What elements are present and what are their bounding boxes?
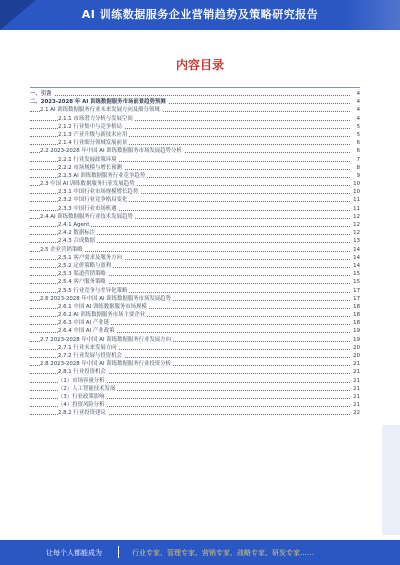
- toc-entry-label: 二、2023-2028 年 AI 训练数据服务市场前景趋势预测: [30, 99, 166, 106]
- toc-entry-page: 5: [350, 131, 360, 139]
- toc-entry-page: 13: [350, 237, 360, 245]
- toc-entry-page: 9: [350, 172, 360, 180]
- toc-entry-page: 10: [350, 188, 360, 196]
- toc-entry-page: 21: [350, 385, 360, 393]
- toc-entry-page: 18: [350, 319, 360, 327]
- table-of-contents: [30, 90, 360, 525]
- toc-entry-page: 18: [350, 311, 360, 319]
- toc-entry-label: 2.5.5 行业竞争与差异化策略: [58, 287, 128, 294]
- toc-entry-label: 2.8.1 行业投资机会: [58, 369, 106, 376]
- report-title: AI 训练数据服务企业营销趋势及策略研究报告: [81, 8, 319, 21]
- toc-entry-label: 2.7 2023-2028 年中国 AI 训练数据服务行业发展方向: [40, 336, 171, 343]
- toc-entry-label: 2.7.2 行业发展与投资机会: [58, 353, 122, 359]
- toc-entry-page: 11: [350, 196, 360, 204]
- toc-entry-page: 6: [350, 139, 360, 147]
- toc-entry-page: 10: [350, 180, 360, 188]
- footer-banner: [0, 540, 400, 565]
- toc-entry[interactable]: [30, 311, 360, 319]
- toc-entry-label: 2.3 中国 AI 训练数据服务行业发展趋势: [40, 181, 135, 188]
- toc-entry-page: 21: [350, 401, 360, 409]
- toc-entry[interactable]: [30, 131, 360, 139]
- toc-entry[interactable]: [30, 237, 360, 245]
- toc-entry-label: 2.5.1 客户需求及服务方向: [58, 254, 122, 261]
- toc-entry-label: 2.8.2 行业投资建议: [58, 410, 106, 417]
- toc-entry-page: 14: [350, 246, 360, 254]
- toc-entry-label: 2.3.3 中国行业市场机遇: [58, 205, 117, 212]
- toc-entry-page: 21: [350, 360, 360, 368]
- toc-entry-page: 4: [350, 115, 360, 123]
- toc-entry-page: 20: [350, 344, 360, 352]
- toc-entry-page: 22: [350, 409, 360, 417]
- toc-entry-label: 2.4.1 Agent: [58, 222, 90, 228]
- toc-entry[interactable]: [30, 377, 360, 385]
- toc-entry[interactable]: [30, 213, 360, 221]
- toc-entry[interactable]: [30, 262, 360, 270]
- toc-entry[interactable]: [30, 327, 360, 335]
- footer-separator: [118, 546, 119, 558]
- toc-entry-page: 12: [350, 229, 360, 237]
- toc-entry-page: 4: [350, 98, 360, 106]
- toc-entry-label: 2.8 2023-2028 年中国 AI 训练数据服务行业投资分析: [40, 361, 171, 368]
- toc-entry-label: 2.2.1 行业发展政策环境: [58, 156, 117, 163]
- toc-entry-label: 2.3.2 中国行业竞争格局变化: [58, 197, 128, 204]
- toc-entry-page: 14: [350, 254, 360, 262]
- toc-entry-page: 15: [350, 278, 360, 286]
- toc-entry-label: 2.1.3 产业升级与新技术应用: [58, 131, 128, 138]
- toc-entry-page: 18: [350, 303, 360, 311]
- toc-entry-label: 2.6.3 中国 AI 产业链: [58, 320, 110, 327]
- toc-entry-label: 2.6.1 中国 AI 训练数据服务市场规模: [58, 303, 147, 310]
- toc-entry-label: 2.1.4 行业细分领域发展前景: [58, 140, 128, 147]
- header-banner: [0, 0, 400, 30]
- toc-entry-label: 2.5.4 客户服务策略: [58, 279, 106, 286]
- toc-entry[interactable]: [30, 205, 360, 213]
- toc-entry-page: 7: [350, 156, 360, 164]
- toc-entry-label: 2.6.4 中国 AI 产业政策: [58, 328, 115, 335]
- toc-entry-label: 2.1.1 市场潜力分析与发展空间: [58, 115, 133, 122]
- toc-entry-page: 12: [350, 213, 360, 221]
- toc-entry[interactable]: [30, 139, 360, 147]
- toc-entry[interactable]: [30, 344, 360, 352]
- toc-entry-label: 2.2.3 AI 训练数据服务行业竞争趋势: [58, 172, 146, 179]
- toc-entry[interactable]: [30, 115, 360, 123]
- toc-entry-label: （2）人工智能技术发展: [58, 385, 116, 392]
- toc-entry[interactable]: [30, 156, 360, 164]
- toc-entry-label: 2.4.3 合成数据: [58, 238, 95, 245]
- toc-entry-label: 2.6.2 AI 训练数据服务市场主要企业: [58, 312, 146, 319]
- toc-entry-page: 4: [350, 90, 360, 98]
- toc-entry-label: 2.6 2023-2028 年中国 AI 训练数据服务市场发展趋势: [40, 295, 171, 302]
- toc-entry-page: 12: [350, 221, 360, 229]
- toc-entry-page: 17: [350, 295, 360, 303]
- toc-entry-label: 2.5.2 定价策略与盈利: [58, 262, 112, 269]
- toc-entry-label: （1）市场容量分析: [58, 377, 105, 384]
- toc-leader-dots: [30, 95, 350, 96]
- toc-entry[interactable]: [30, 385, 360, 393]
- toc-entry[interactable]: [30, 278, 360, 286]
- toc-entry[interactable]: [30, 368, 360, 376]
- toc-entry[interactable]: [30, 123, 360, 131]
- toc-entry[interactable]: [30, 270, 360, 278]
- toc-entry-page: 21: [350, 368, 360, 376]
- toc-entry[interactable]: [30, 303, 360, 311]
- toc-entry[interactable]: [30, 188, 360, 196]
- toc-entry[interactable]: [30, 196, 360, 204]
- toc-entry[interactable]: [30, 393, 360, 401]
- toc-title: 内容目录: [175, 58, 224, 72]
- right-edge-decoration: [382, 425, 400, 535]
- toc-entry[interactable]: [30, 287, 360, 295]
- toc-entry-label: 2.1 AI 训练数据服务行业未来发展方向及细分领域: [40, 107, 160, 114]
- toc-entry-page: 8: [350, 164, 360, 172]
- toc-entry-page: 6: [350, 147, 360, 155]
- toc-entry-label: 2.4 AI 训练数据服务行业技术发展趋势: [40, 213, 133, 220]
- toc-entry[interactable]: [30, 401, 360, 409]
- toc-entry[interactable]: [30, 98, 360, 106]
- toc-entry[interactable]: [30, 352, 360, 360]
- toc-entry-label: （3）行业政策影响: [58, 393, 105, 400]
- toc-entry[interactable]: [30, 319, 360, 327]
- toc-entry-page: 20: [350, 352, 360, 360]
- toc-entry-label: 2.4.2 数据标注: [58, 230, 95, 237]
- toc-entry-label: 2.2 2023-2028 年中国 AI 训练数据服务市场发展趋势分析: [40, 148, 182, 155]
- toc-entry-page: 17: [350, 287, 360, 295]
- toc-entry[interactable]: [30, 172, 360, 180]
- toc-entry-page: 21: [350, 393, 360, 401]
- toc-entry-page: 5: [350, 123, 360, 131]
- toc-entry[interactable]: [30, 246, 360, 254]
- toc-entry-page: 15: [350, 270, 360, 278]
- footer-roles: 行业专家、管理专家、营销专家、战略专家、研发专家……: [132, 549, 314, 557]
- toc-entry-page: 19: [350, 336, 360, 344]
- toc-entry-page: 14: [350, 262, 360, 270]
- toc-entry[interactable]: [30, 90, 360, 98]
- toc-entry-label: 2.5.3 渠道营销策略: [58, 271, 106, 278]
- toc-entry-label: 2.2.2 市场规模与增长预测: [58, 164, 122, 171]
- toc-entry-label: 2.7.1 行业未来发展方向: [58, 344, 117, 351]
- toc-entry[interactable]: [30, 360, 360, 368]
- toc-entry-label: 2.3.1 中国行业市场规模增长趋势: [58, 189, 139, 196]
- toc-entry[interactable]: [30, 295, 360, 303]
- toc-entry-page: 19: [350, 327, 360, 335]
- toc-entry[interactable]: [30, 106, 360, 114]
- toc-entry[interactable]: [30, 180, 360, 188]
- toc-entry-label: （4）投资风险分析: [58, 402, 105, 409]
- toc-entry[interactable]: [30, 409, 360, 417]
- toc-top-rule: [30, 87, 360, 88]
- footer-slogan: 让每个人都能成为: [46, 549, 102, 557]
- toc-entry[interactable]: [30, 229, 360, 237]
- toc-entry-page: 4: [350, 106, 360, 114]
- toc-entry-label: 2.5 企业营销策略: [40, 246, 83, 253]
- toc-entry[interactable]: [30, 164, 360, 172]
- toc-entry[interactable]: [30, 336, 360, 344]
- toc-entry[interactable]: [30, 254, 360, 262]
- toc-entry-page: 11: [350, 205, 360, 213]
- toc-entry-label: 2.1.2 行业集中与竞争格局: [58, 123, 122, 130]
- header-shine-decoration: [344, 0, 400, 30]
- toc-entry[interactable]: [30, 221, 360, 229]
- toc-entry-label: 一、引言: [30, 91, 52, 97]
- toc-entry[interactable]: [30, 147, 360, 155]
- toc-entry-page: 21: [350, 377, 360, 385]
